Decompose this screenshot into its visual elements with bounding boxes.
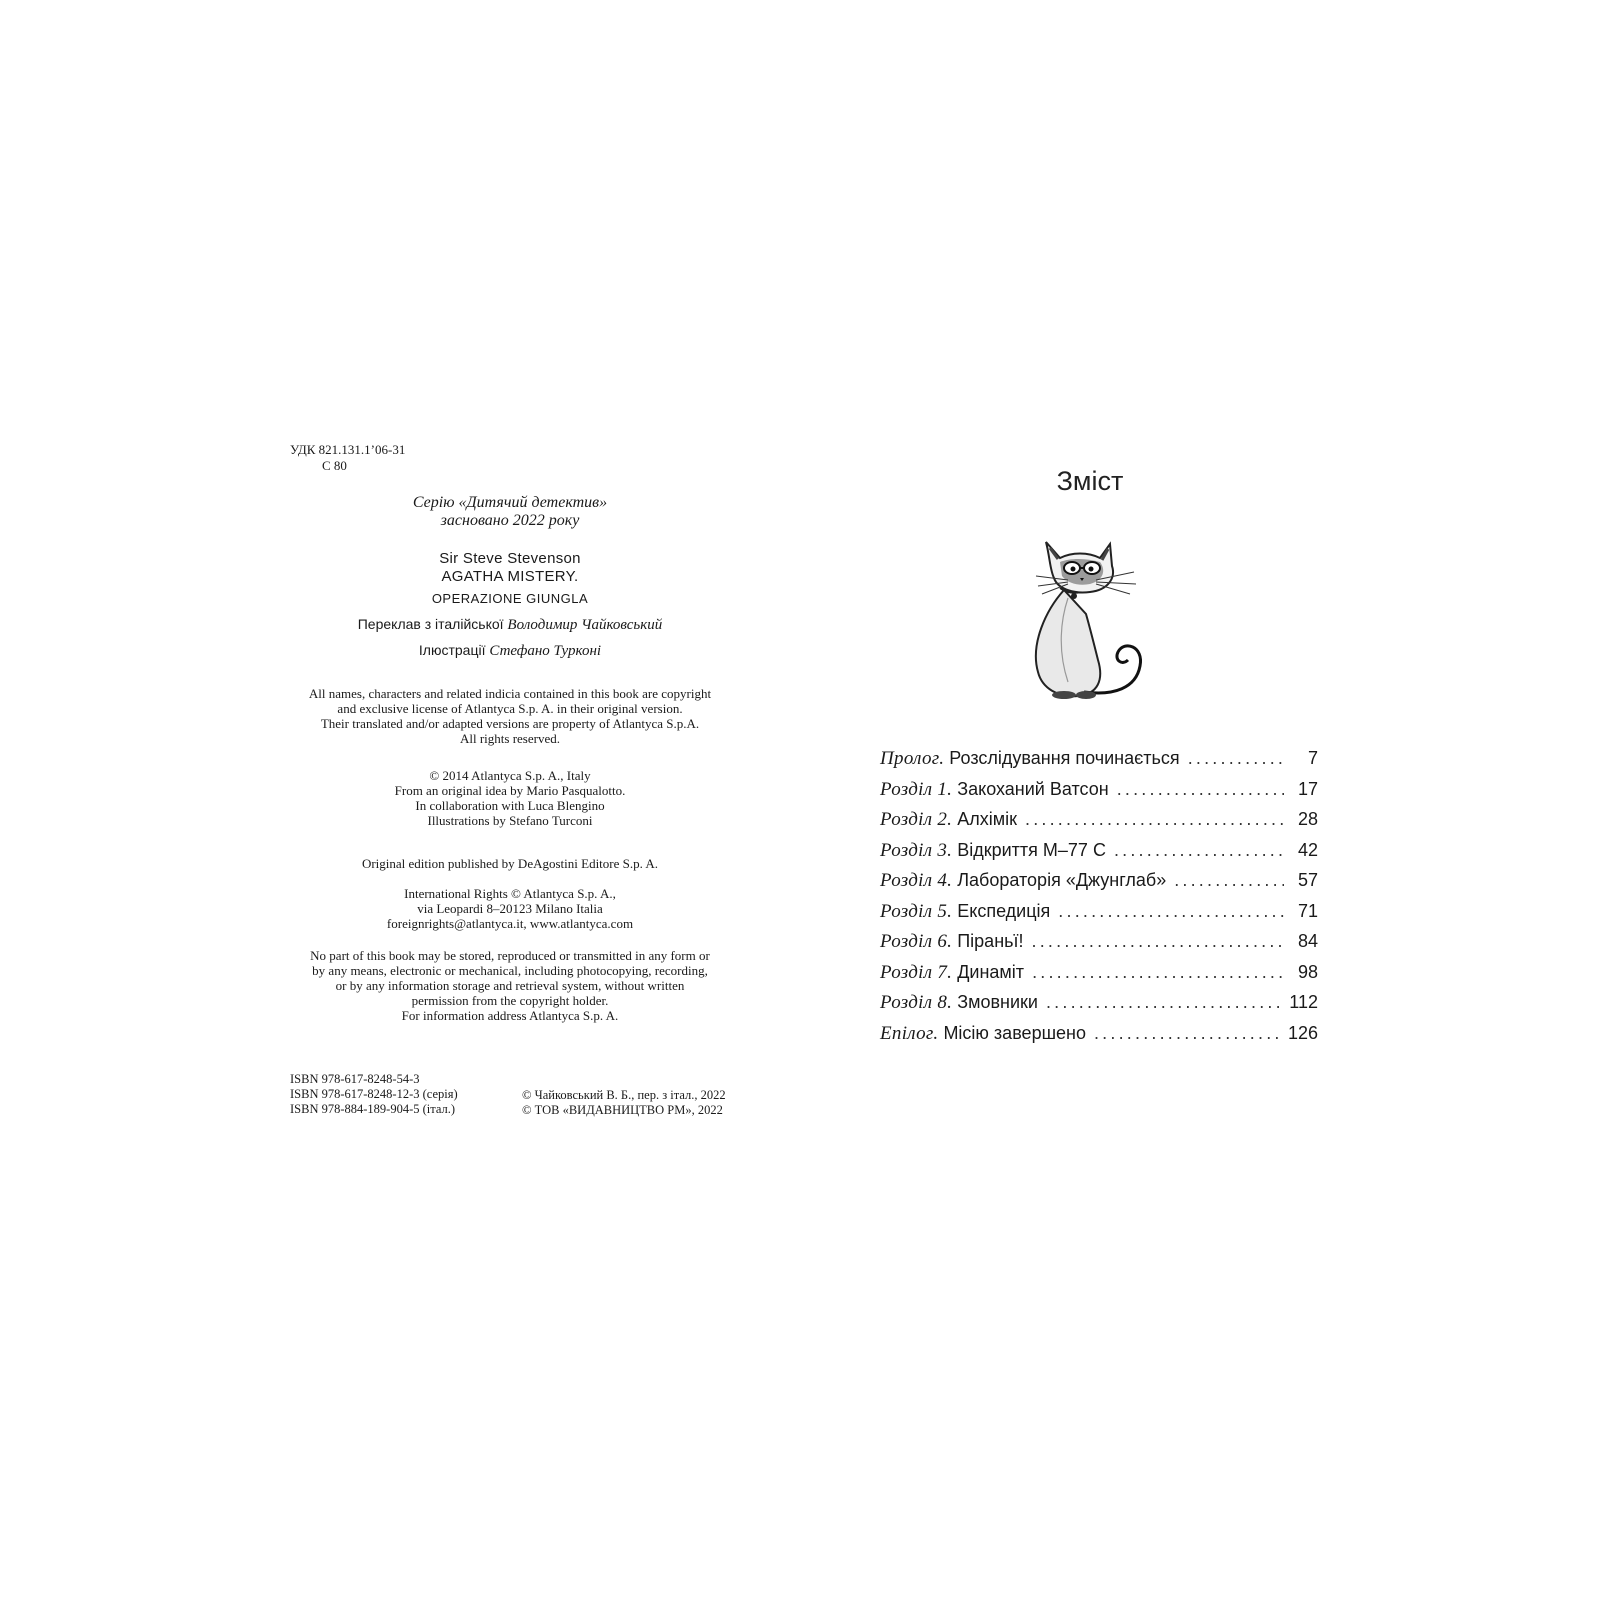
chapter-label: Розділ 2. (880, 809, 953, 830)
contents-list (880, 748, 1318, 1053)
translation-copyright-line: © ТОВ «ВИДАВНИЦТВО РМ», 2022 (522, 1103, 723, 1117)
page-number: 98 (1297, 961, 1318, 982)
page-number: 84 (1297, 931, 1318, 951)
contents-item-label (880, 931, 1024, 953)
translation-copyright (522, 1088, 726, 1118)
rights-line: All names, characters and related indicia contained in this book are copyright (308, 686, 712, 701)
leader-dots (1032, 931, 1284, 952)
rights-line: Their translated and/or adapted versions are property of Atlantyca S.p.A. (320, 716, 700, 731)
contents-item[interactable] (880, 992, 1318, 1023)
leader-dots (1188, 748, 1284, 769)
isbn-block (290, 1072, 458, 1117)
siamese-cat-illustration (1024, 532, 1154, 702)
illustrator-credit (290, 642, 730, 659)
illustrator-name: Стефано Турконі (489, 643, 602, 659)
isbn-line: ISBN 978-617-8248-12-3 (серія) (290, 1087, 458, 1101)
chapter-label: Розділ 8. (880, 992, 953, 1013)
page-number: 17 (1297, 778, 1318, 799)
leader-dots (1025, 809, 1284, 830)
original-title: AGATHA MISTERY. (441, 568, 579, 585)
page-number: 71 (1297, 900, 1318, 921)
series-note (290, 494, 730, 530)
original-author: Sir Steve Stevenson (439, 550, 581, 567)
translation-label: Переклав з італійської (357, 616, 504, 632)
chapter-title: Відкриття М–77 С (957, 839, 1106, 860)
chapter-label: Розділ 4. (880, 870, 953, 891)
series-line: засновано 2022 року (440, 512, 580, 529)
contents-item-label (880, 992, 1038, 1014)
udk-block (290, 442, 405, 474)
contents-item-label (880, 840, 1106, 862)
copyright-notice (290, 768, 730, 828)
contents-item[interactable] (880, 962, 1318, 993)
rights-line: All rights reserved. (459, 731, 560, 746)
chapter-title: Місію завершено (943, 1022, 1086, 1043)
international-line: via Leopardi 8–20123 Milano Italia (417, 901, 603, 916)
chapter-label: Розділ 1. (880, 778, 953, 800)
notice-line: No part of this book may be stored, reproduced or transmitted in any form or (310, 948, 710, 963)
leader-dots (1094, 1023, 1284, 1044)
rights-line: and exclusive license of Atlantyca S.p. A. in their original version. (337, 701, 683, 716)
copyright-line: From an original idea by Mario Pasqualotto. (394, 783, 626, 798)
page-number: 112 (1289, 992, 1318, 1012)
contents-item-label (880, 1023, 1086, 1045)
chapter-label: Епілог. (880, 1022, 939, 1044)
isbn-line: ISBN 978-617-8248-54-3 (290, 1072, 420, 1086)
copyright-line: Illustrations by Stefano Turconi (427, 813, 593, 828)
leader-dots (1032, 962, 1284, 983)
contents-item[interactable] (880, 870, 1318, 901)
chapter-title: Змовники (957, 992, 1038, 1012)
illustrations-label: Ілюстрації (418, 642, 486, 658)
chapter-title: Розслідування починається (949, 748, 1180, 768)
contents-item[interactable] (880, 840, 1318, 871)
page-number: 28 (1297, 809, 1318, 829)
page-number: 57 (1297, 870, 1318, 890)
isbn-line: ISBN 978-884-189-904-5 (італ.) (290, 1102, 456, 1116)
contents-item[interactable] (880, 901, 1318, 932)
chapter-label: Розділ 3. (880, 839, 953, 861)
notice-line: by any means, electronic or mechanical, including photocopying, recording, (312, 963, 708, 978)
chapter-title: Закоханий Ватсон (957, 778, 1109, 799)
udk-number: УДК 821.131.1’06-31 (290, 442, 406, 457)
page-number: 126 (1287, 1022, 1318, 1043)
leader-dots (1174, 870, 1284, 891)
series-line: Серію «Дитячий детектив» (412, 494, 608, 511)
contents-item-label (880, 901, 1050, 923)
original-title-block (290, 550, 730, 608)
chapter-label: Розділ 5. (880, 900, 953, 922)
notice-line: or by any information storage and retrieval system, without written (335, 978, 685, 993)
copyright-line: In collaboration with Luca Blengino (415, 798, 605, 813)
chapter-title: Експедиція (957, 900, 1051, 921)
leader-dots (1117, 779, 1284, 800)
original-edition-note (290, 856, 730, 871)
chapter-title: Динаміт (957, 961, 1025, 982)
notice-line: For information address Atlantyca S.p. A. (401, 1008, 619, 1023)
udk-code: С 80 (322, 458, 347, 473)
reproduction-notice (290, 948, 730, 1023)
contents-item-label (880, 779, 1109, 801)
chapter-title: Лабораторія «Джунглаб» (957, 870, 1167, 890)
chapter-label: Розділ 7. (880, 961, 953, 983)
international-rights (290, 886, 730, 931)
translation-copyright-line: © Чайковський В. Б., пер. з італ., 2022 (522, 1088, 726, 1102)
contents-title: Зміст (1056, 466, 1124, 496)
contents-item[interactable] (880, 748, 1318, 779)
international-line: International Rights © Atlantyca S.p. A., (404, 886, 616, 901)
leader-dots (1114, 840, 1284, 861)
contents-item-label (880, 962, 1024, 984)
rights-notice (290, 686, 730, 746)
copyright-line: © 2014 Atlantyca S.p. A., Italy (429, 768, 591, 783)
translator-name: Володимир Чайковський (507, 617, 663, 633)
chapter-title: Алхімік (957, 809, 1017, 829)
chapter-title: Піраньї! (957, 931, 1024, 951)
translator-credit (290, 616, 730, 633)
contents-item-label (880, 748, 1180, 770)
chapter-label: Розділ 6. (880, 931, 953, 952)
original-subtitle: OPERAZIONE GIUNGLA (431, 591, 589, 606)
international-line: foreignrights@atlantyca.it, www.atlantyca.com (386, 916, 634, 931)
chapter-label: Пролог. (880, 748, 945, 769)
contents-item-label (880, 870, 1166, 892)
leader-dots (1046, 992, 1284, 1013)
page-number: 42 (1297, 839, 1318, 860)
notice-line: permission from the copyright holder. (411, 993, 609, 1008)
contents-item[interactable] (880, 779, 1318, 810)
contents-item[interactable] (880, 931, 1318, 962)
contents-item[interactable] (880, 809, 1318, 840)
leader-dots (1058, 901, 1284, 922)
contents-item-label (880, 809, 1017, 831)
original-edition-line: Original edition published by DeAgostini Editore S.p. A. (361, 856, 659, 871)
page-number: 7 (1307, 748, 1318, 768)
contents-item[interactable] (880, 1023, 1318, 1054)
